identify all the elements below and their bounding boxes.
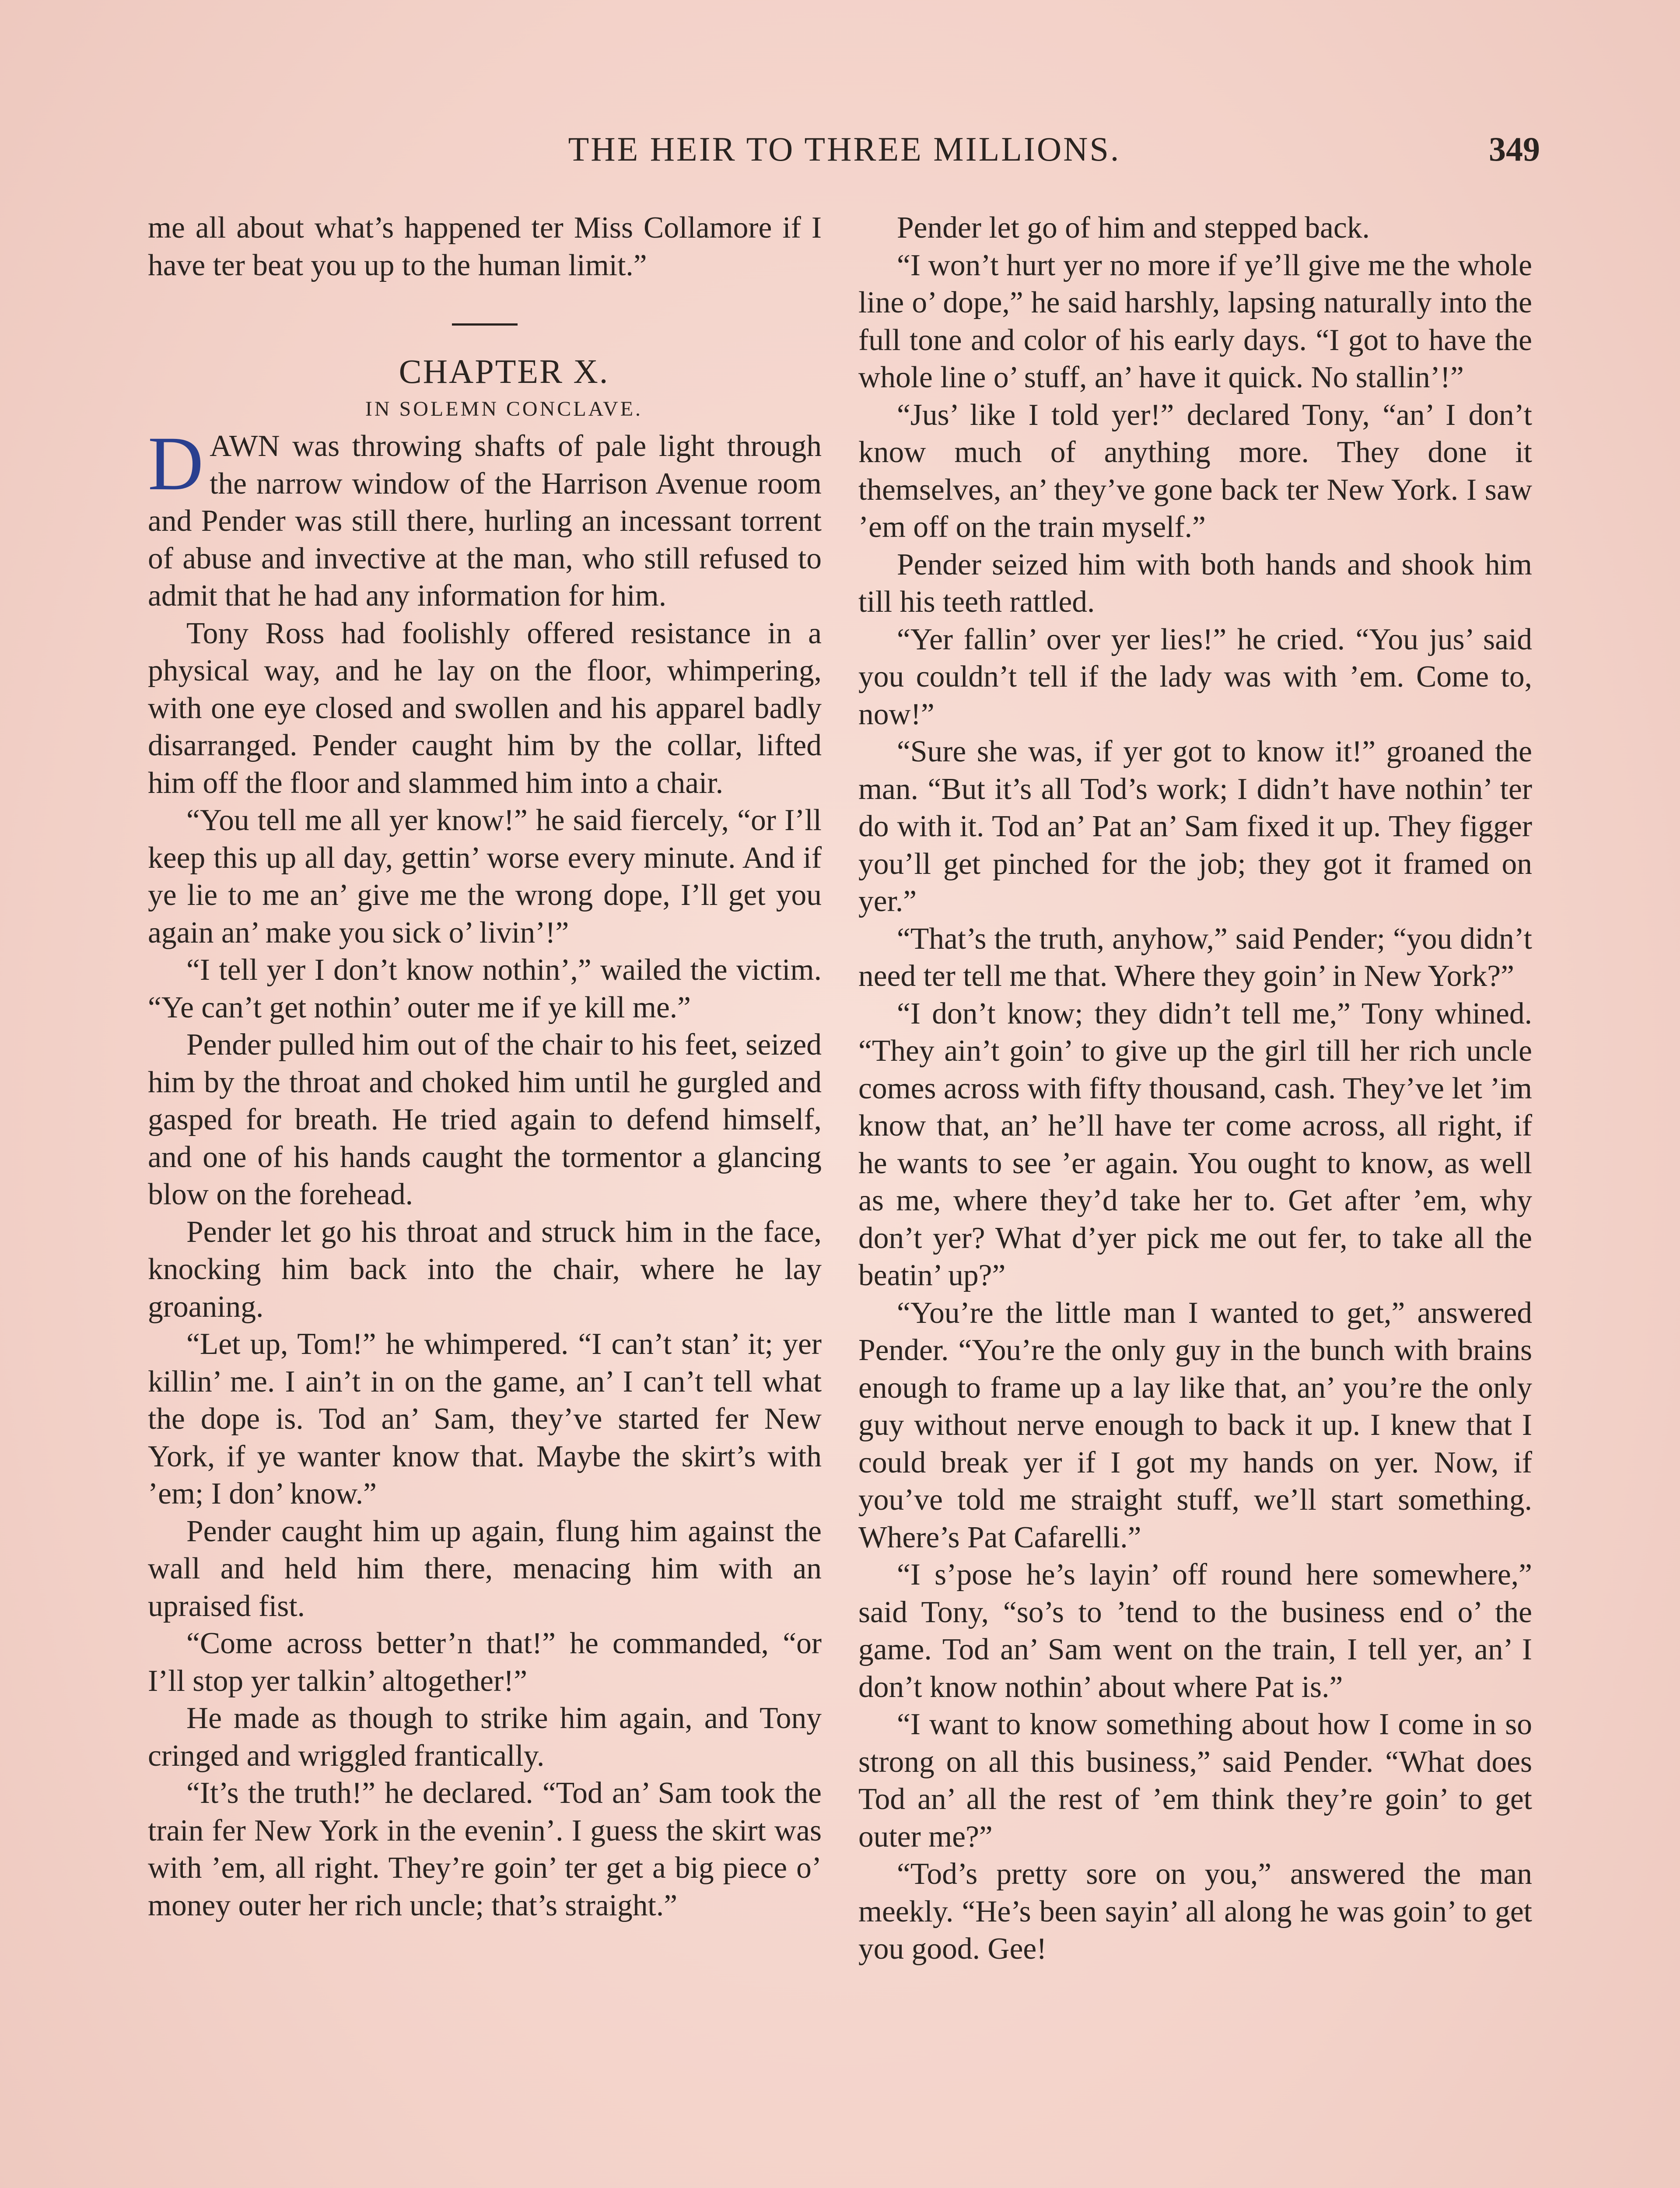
chapter-subtitle: IN SOLEMN CONCLAVE. (365, 397, 643, 421)
left-column (148, 209, 822, 1924)
continued-paragraph: me all about what’s happened ter Miss Collamore if I have ter beat you up to the human limit.” (148, 211, 822, 282)
paragraph: Pender caught him up again, flung him against the wall and held him there, menacing him with an upraised fist. (148, 1514, 822, 1623)
opening-paragraph-text: AWN was throwing shafts of pale light through the narrow window of the Harrison Avenue room and Pender was still there, hurling an incessant torrent of abuse and invective at the man, who still refused to admit that he had any information for him. (148, 429, 822, 613)
running-title: THE HEIR TO THREE MILLIONS. (568, 130, 1121, 168)
paragraph: Pender let go his throat and struck him in the face, knocking him back into the chair, where he lay groaning. (148, 1215, 822, 1324)
paragraph: “Tod’s pretty sore on you,” answered the man meekly. “He’s been sayin’ all along he was goin’ to get you good. Gee! (858, 1857, 1532, 1966)
chapter-opening-paragraph (148, 421, 822, 615)
right-column (858, 209, 1532, 1968)
paragraph: “I don’t know; they didn’t tell me,” Tony whined. “They ain’t goin’ to give up the girl till her rich uncle comes across with fifty thousand, cash. They’ve let ’im know that, an’ he’ll have ter come across, all right, if he wants to see ’er again. You ought to know, as well as me, where they’d take her to. Get after ’em, why don’t yer? What d’yer pick me out fer, to take all the beatin’ up?” (858, 996, 1532, 1292)
paragraph: “It’s the truth!” he declared. “Tod an’ Sam took the train fer New York in the evenin’. I guess the skirt was with ’em, all right. They’re goin’ ter get a big piece o’ money outer her rich uncle; that’s straight.” (148, 1776, 822, 1922)
paragraph: “Sure she was, if yer got to know it!” groaned the man. “But it’s all Tod’s work; I didn’t have nothin’ ter do with it. Tod an’ Pat an’ Sam fixed it up. They figger you’ll get pinched for the job; they got it framed on yer.” (858, 735, 1532, 918)
paragraph: Pender pulled him out of the chair to his feet, seized him by the throat and choked him until he gurgled and gasped for breath. He tried again to defend himself, and one of his hands caught the tormentor a glancing blow on the forehead. (148, 1028, 822, 1211)
paragraph: “You’re the little man I wanted to get,” answered Pender. “You’re the only guy in the bunch with brains enough to frame up a lay like that, an’ you’re the only guy without nerve enough to back it up. I knew that I could break yer if I got my hands on yer. Now, if you’ve told me straight stuff, we’ll start something. Where’s Pat Cafarelli.” (858, 1296, 1532, 1554)
paragraph: “That’s the truth, anyhow,” said Pender; “you didn’t need ter tell me that. Where they goin’ in New York?” (858, 922, 1532, 993)
drop-cap: D (148, 421, 204, 506)
paragraph: He made as though to strike him again, and Tony cringed and wriggled frantically. (148, 1701, 822, 1773)
paragraph: Pender seized him with both hands and shook him till his teeth rattled. (858, 547, 1532, 619)
paragraph: “You tell me all yer know!” he said fiercely, “or I’ll keep this up all day, gettin’ worse every minute. And if ye lie to me an’ give me the wrong dope, I’ll get you again an’ make you sick o’ livin’!” (148, 803, 822, 950)
paragraph: Tony Ross had foolishly offered resistance in a physical way, and he lay on the floor, whimpering, with one eye closed and swollen and his apparel badly disarranged. Pender caught him by the collar, lifted him off the floor and slammed him into a chair. (148, 616, 822, 800)
paragraph: “I s’pose he’s layin’ off round here somewhere,” said Tony, “so’s to ’tend to the business end o’ the game. Tod an’ Sam went on the train, I tell yer, an’ I don’t know nothin’ about where Pat is.” (858, 1558, 1532, 1704)
page-header (149, 130, 1540, 182)
paragraph: “I want to know something about how I come in so strong on all this business,” said Pender. “What does Tod an’ all the rest of ’em think they’re goin’ to get outer me?” (858, 1708, 1532, 1854)
chapter-title: CHAPTER X. (399, 352, 609, 390)
paragraph: “Yer fallin’ over yer lies!” he cried. “You jus’ said you couldn’t tell if the lady was with ’em. Come to, now!” (858, 622, 1532, 731)
paragraph: “Come across better’n that!” he commanded, “or I’ll stop yer talkin’ altogether!” (148, 1627, 822, 1698)
paragraph: “I won’t hurt yer no more if ye’ll give me the whole line o’ dope,” he said harshly, lapsing naturally into the full tone and color of his early days. “I got to have the whole line o’ stuff, an’ have it quick. No stallin’!” (858, 248, 1532, 394)
paragraph: “Jus’ like I told yer!” declared Tony, “an’ I don’t know much of anything more. They done it themselves, an’ they’ve gone back ter New York. I saw ’em off on the train myself.” (858, 398, 1532, 544)
paragraph: “I tell yer I don’t know nothin’,” wailed the victim. “Ye can’t get nothin’ outer me if ye kill me.” (148, 953, 822, 1024)
paragraph: Pender let go of him and stepped back. (897, 211, 1370, 245)
paragraph: “Let up, Tom!” he whimpered. “I can’t stan’ it; yer killin’ me. I ain’t in on the game, an’ I can’t tell what the dope is. Tod an’ Sam, they’ve started fer New York, if ye wanter know that. Maybe the skirt’s with ’em; I don’ know.” (148, 1327, 822, 1511)
page-number: 349 (1489, 130, 1540, 168)
section-rule (452, 323, 518, 326)
